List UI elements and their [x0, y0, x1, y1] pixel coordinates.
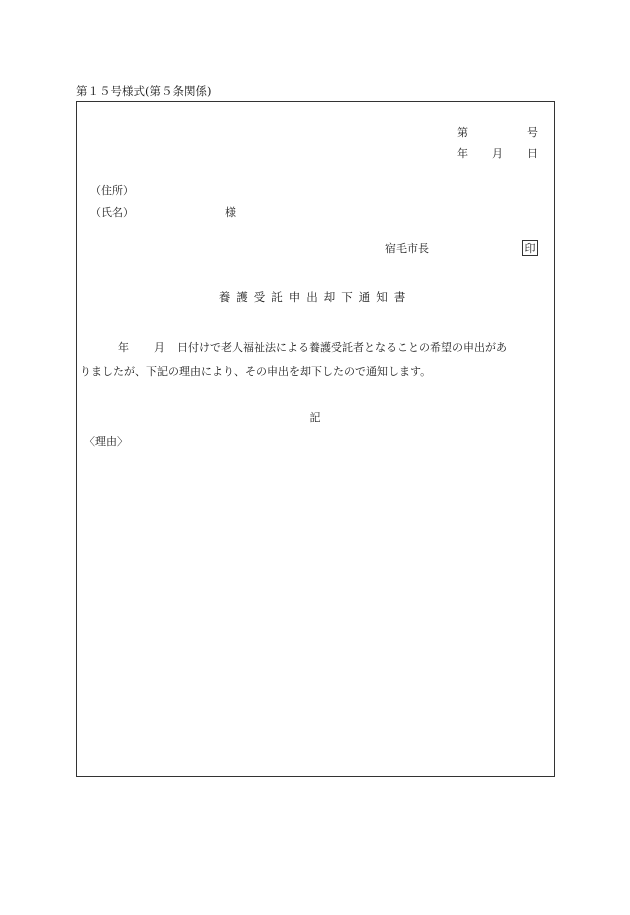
body-year-label: 年 — [118, 341, 129, 354]
body-line-1: 日付けで老人福祉法による養護受託者となることの希望の申出があ — [177, 341, 507, 354]
seal-mark: 印 — [522, 240, 538, 256]
date-month-label: 月 — [492, 147, 503, 160]
form-number: 第１５号様式(第５条関係) — [76, 84, 212, 98]
document-frame — [76, 101, 555, 777]
date-year-label: 年 — [457, 147, 468, 160]
document-title — [0, 292, 630, 304]
honorific: 様 — [225, 206, 236, 219]
body-month-label: 月 — [154, 341, 165, 354]
address-label: （住所） — [90, 184, 134, 197]
document-number-suffix: 号 — [527, 126, 538, 139]
date-day-label: 日 — [527, 147, 538, 160]
issuer-name: 宿毛市長 — [385, 242, 429, 255]
document-number-prefix: 第 — [457, 126, 468, 139]
ki-heading: 記 — [309, 411, 321, 424]
document-title-text: 養護受託申出却下通知書 — [218, 290, 412, 304]
name-label: （氏名） — [90, 206, 134, 219]
body-line-2: りましたが、下記の理由により、その申出を却下したので通知します。 — [80, 365, 432, 378]
reason-label: 〈理由〉 — [84, 435, 128, 448]
